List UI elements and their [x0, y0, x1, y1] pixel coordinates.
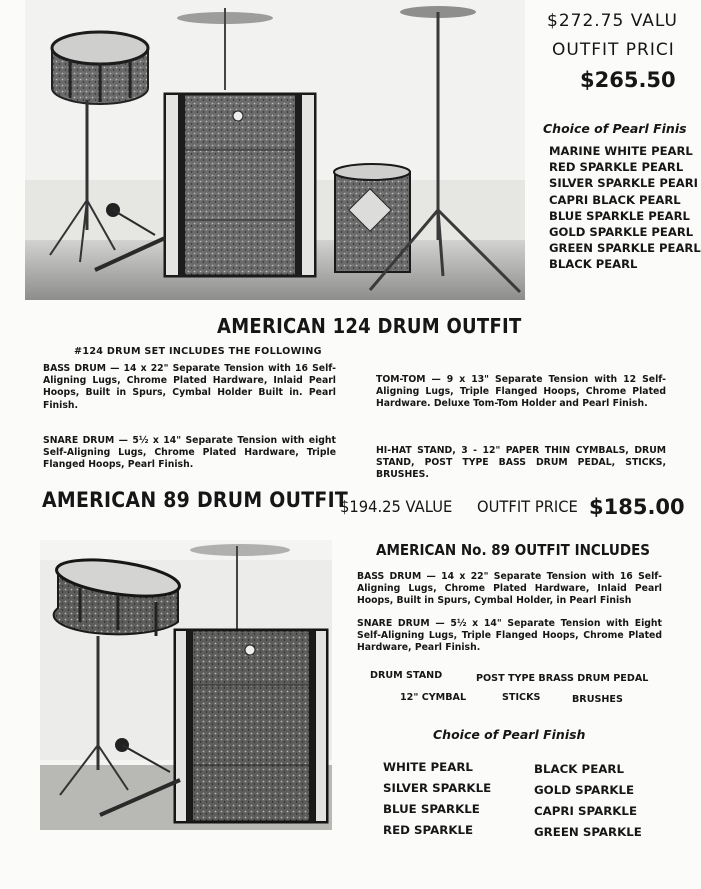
outfit-124-choice-title: Choice of Pearl Finis — [543, 121, 687, 136]
outfit-124-price: $265.50 — [580, 68, 676, 92]
outfit-89-item-sticks: STICKS — [502, 692, 541, 703]
outfit-89-finish-left — [383, 757, 491, 841]
outfit-89-item-pedal: POST TYPE BRASS DRUM PEDAL — [476, 673, 649, 684]
outfit-89-price: $185.00 — [589, 495, 685, 519]
finish-item: GOLD SPARKLE PEARL — [549, 225, 694, 240]
outfit-124-includes-heading: #124 DRUM SET INCLUDES THE FOLLOWING — [74, 346, 322, 357]
finish-item: BLUE SPARKLE — [383, 802, 480, 816]
outfit-89-title: AMERICAN 89 DRUM OUTFIT — [42, 488, 349, 512]
outfit-89-snare-drum: SNARE DRUM — 5½ x 14" Separate Tension with Eight Self-Aligning Lugs, Triple Flanged Hoops, Chrome Plated Hardware, Pearl Finish. — [357, 618, 662, 654]
outfit-89-choice-title: Choice of Pearl Finish — [433, 727, 586, 742]
finish-item: CAPRI BLACK PEARL — [549, 192, 681, 207]
outfit-124-snare-drum: SNARE DRUM — 5½ x 14" Separate Tension with eight Self-Aligning Lugs, Chrome Plated Hardware, Triple Flanged Hoops, Pearl Finish. — [43, 435, 336, 471]
outfit-124-photo — [25, 0, 525, 300]
outfit-89-value: $194.25 VALUE — [340, 497, 453, 516]
finish-item: BLACK PEARL — [549, 257, 638, 272]
outfit-124-accessories: HI-HAT STAND, 3 - 12" PAPER THIN CYMBALS, DRUM STAND, POST TYPE BASS DRUM PEDAL, STICKS, BRUSHES. — [376, 445, 666, 481]
outfit-89-bass-drum: BASS DRUM — 14 x 22" Separate Tension with 16 Self-Aligning Lugs, Chrome Plated Hardware, Inlaid Pearl Hoops, Built in Spurs, Cymbal Holder, in Pearl Finish — [357, 571, 662, 607]
outfit-89-finish-right — [534, 759, 642, 843]
outfit-89-item-cymbal: 12" CYMBAL — [400, 692, 467, 703]
finish-item: GOLD SPARKLE — [534, 783, 635, 797]
finish-item: MARINE WHITE PEARL — [549, 144, 693, 158]
finish-item: WHITE PEARL — [383, 760, 473, 774]
outfit-89-item-drum-stand: DRUM STAND — [370, 670, 443, 681]
outfit-89-photo — [40, 540, 332, 830]
finish-item: GREEN SPARKLE PEARL — [549, 241, 701, 256]
finish-item: BLUE SPARKLE PEARL — [549, 208, 690, 223]
finish-item: GREEN SPARKLE — [534, 825, 642, 839]
outfit-89-price-label: OUTFIT PRICE — [477, 497, 578, 516]
finish-item: RED SPARKLE PEARL — [549, 160, 684, 175]
outfit-124-value: $272.75 VALU — [547, 11, 678, 31]
outfit-89-item-brushes: BRUSHES — [572, 694, 623, 705]
finish-item: RED SPARKLE — [383, 823, 474, 837]
finish-item: SILVER SPARKLE — [383, 781, 492, 795]
finish-item: CAPRI SPARKLE — [534, 804, 638, 818]
outfit-124-finish-list — [549, 143, 701, 273]
outfit-124-tom-tom: TOM-TOM — 9 x 13" Separate Tension with 12 Self-Aligning Lugs, Triple Flanged Hoops, Chrome Plated Hardware. Deluxe Tom-Tom Holder and Pearl Finish. — [376, 374, 666, 410]
outfit-124-bass-drum: BASS DRUM — 14 x 22" Separate Tension with 16 Self-Aligning Lugs, Chrome Plated Hardware, Inlaid Pearl Hoops, Built in Spurs, Cymbal Holder Built in. Pearl Finish. — [43, 363, 336, 411]
outfit-89-includes-heading: AMERICAN No. 89 OUTFIT INCLUDES — [376, 541, 651, 559]
finish-item: SILVER SPARKLE PEARI — [549, 176, 698, 191]
finish-item: BLACK PEARL — [534, 762, 624, 776]
outfit-124-title: AMERICAN 124 DRUM OUTFIT — [217, 314, 522, 338]
outfit-124-price-label: OUTFIT PRICI — [552, 40, 675, 60]
